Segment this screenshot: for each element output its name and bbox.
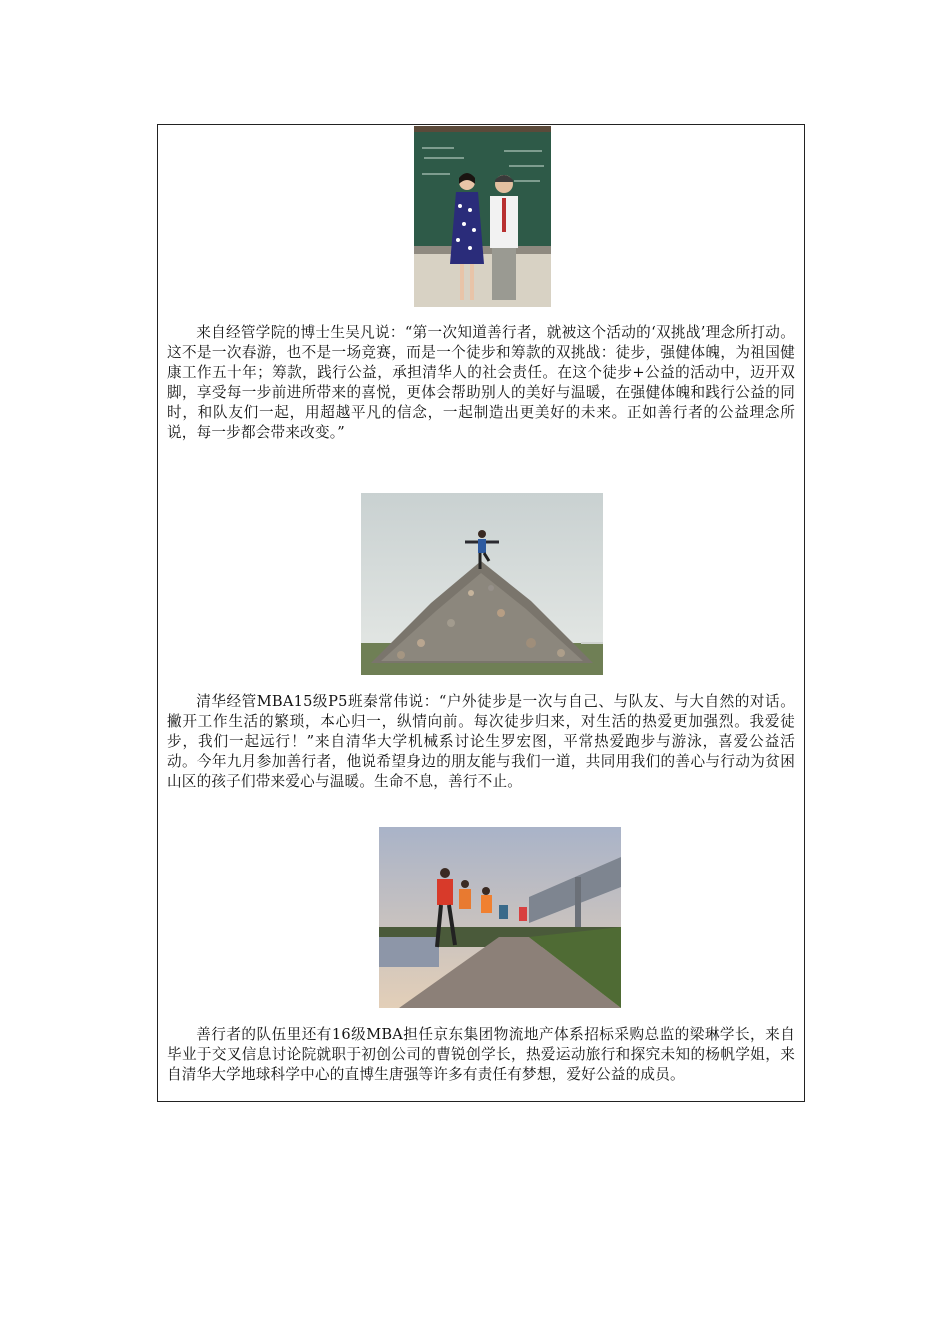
paragraph-qinchangwei-quote: 清华经管MBA15级P5班秦常伟说：“户外徒步是一次与自己、与队友、与大自然的对话。撇开工作生活的繁琐，本心归一，纵情向前。每次徒步归来，对生活的热爱更加强烈。我爱徒步，我们一起远行！”来自清华大学机械系讨论生罗宏图，平常热爱跑步与游泳，喜爱公益活动。今年九月参加善行者，他说希望身边的朋友能与我们一道，共同用我们的善心与行动为贫困山区的孩子们带来爱心与温暖。生命不息，善行不止。 — [167, 693, 795, 790]
paragraph-wufan-quote: 来自经管学院的博士生吴凡说：“第一次知道善行者，就被这个活动的‘双挑战’理念所打动。这不是一次春游，也不是一场竞赛，而是一个徒步和筹款的双挑战：徒步，强健体魄，为祖国健康工作五十年；筹款，践行公益，承担清华人的社会责任。在这个徒步+公益的活动中，迈开双脚，享受每一步前进所带来的喜悦，更体会帮助别人的美好与温暖，在强健体魄和践行公益的同时，和队友们一起，用超越平凡的信念，一起制造出更美好的未来。正如善行者的公益理念所说，每一步都会带来改变。” — [167, 324, 795, 441]
paragraph-team-members: 善行者的队伍里还有16级MBA担任京东集团物流地产体系招标采购总监的梁琳学长，来自毕业于交叉信息讨论院就职于初创公司的曹锐创学长，热爱运动旅行和探究未知的杨帆学姐，来自清华大学地球科学中心的直博生唐强等许多有责任有梦想，爱好公益的成员。 — [167, 1026, 795, 1083]
photo-runners — [379, 827, 621, 1008]
photo-stone-pile — [361, 493, 603, 675]
photo-classroom — [414, 126, 551, 307]
